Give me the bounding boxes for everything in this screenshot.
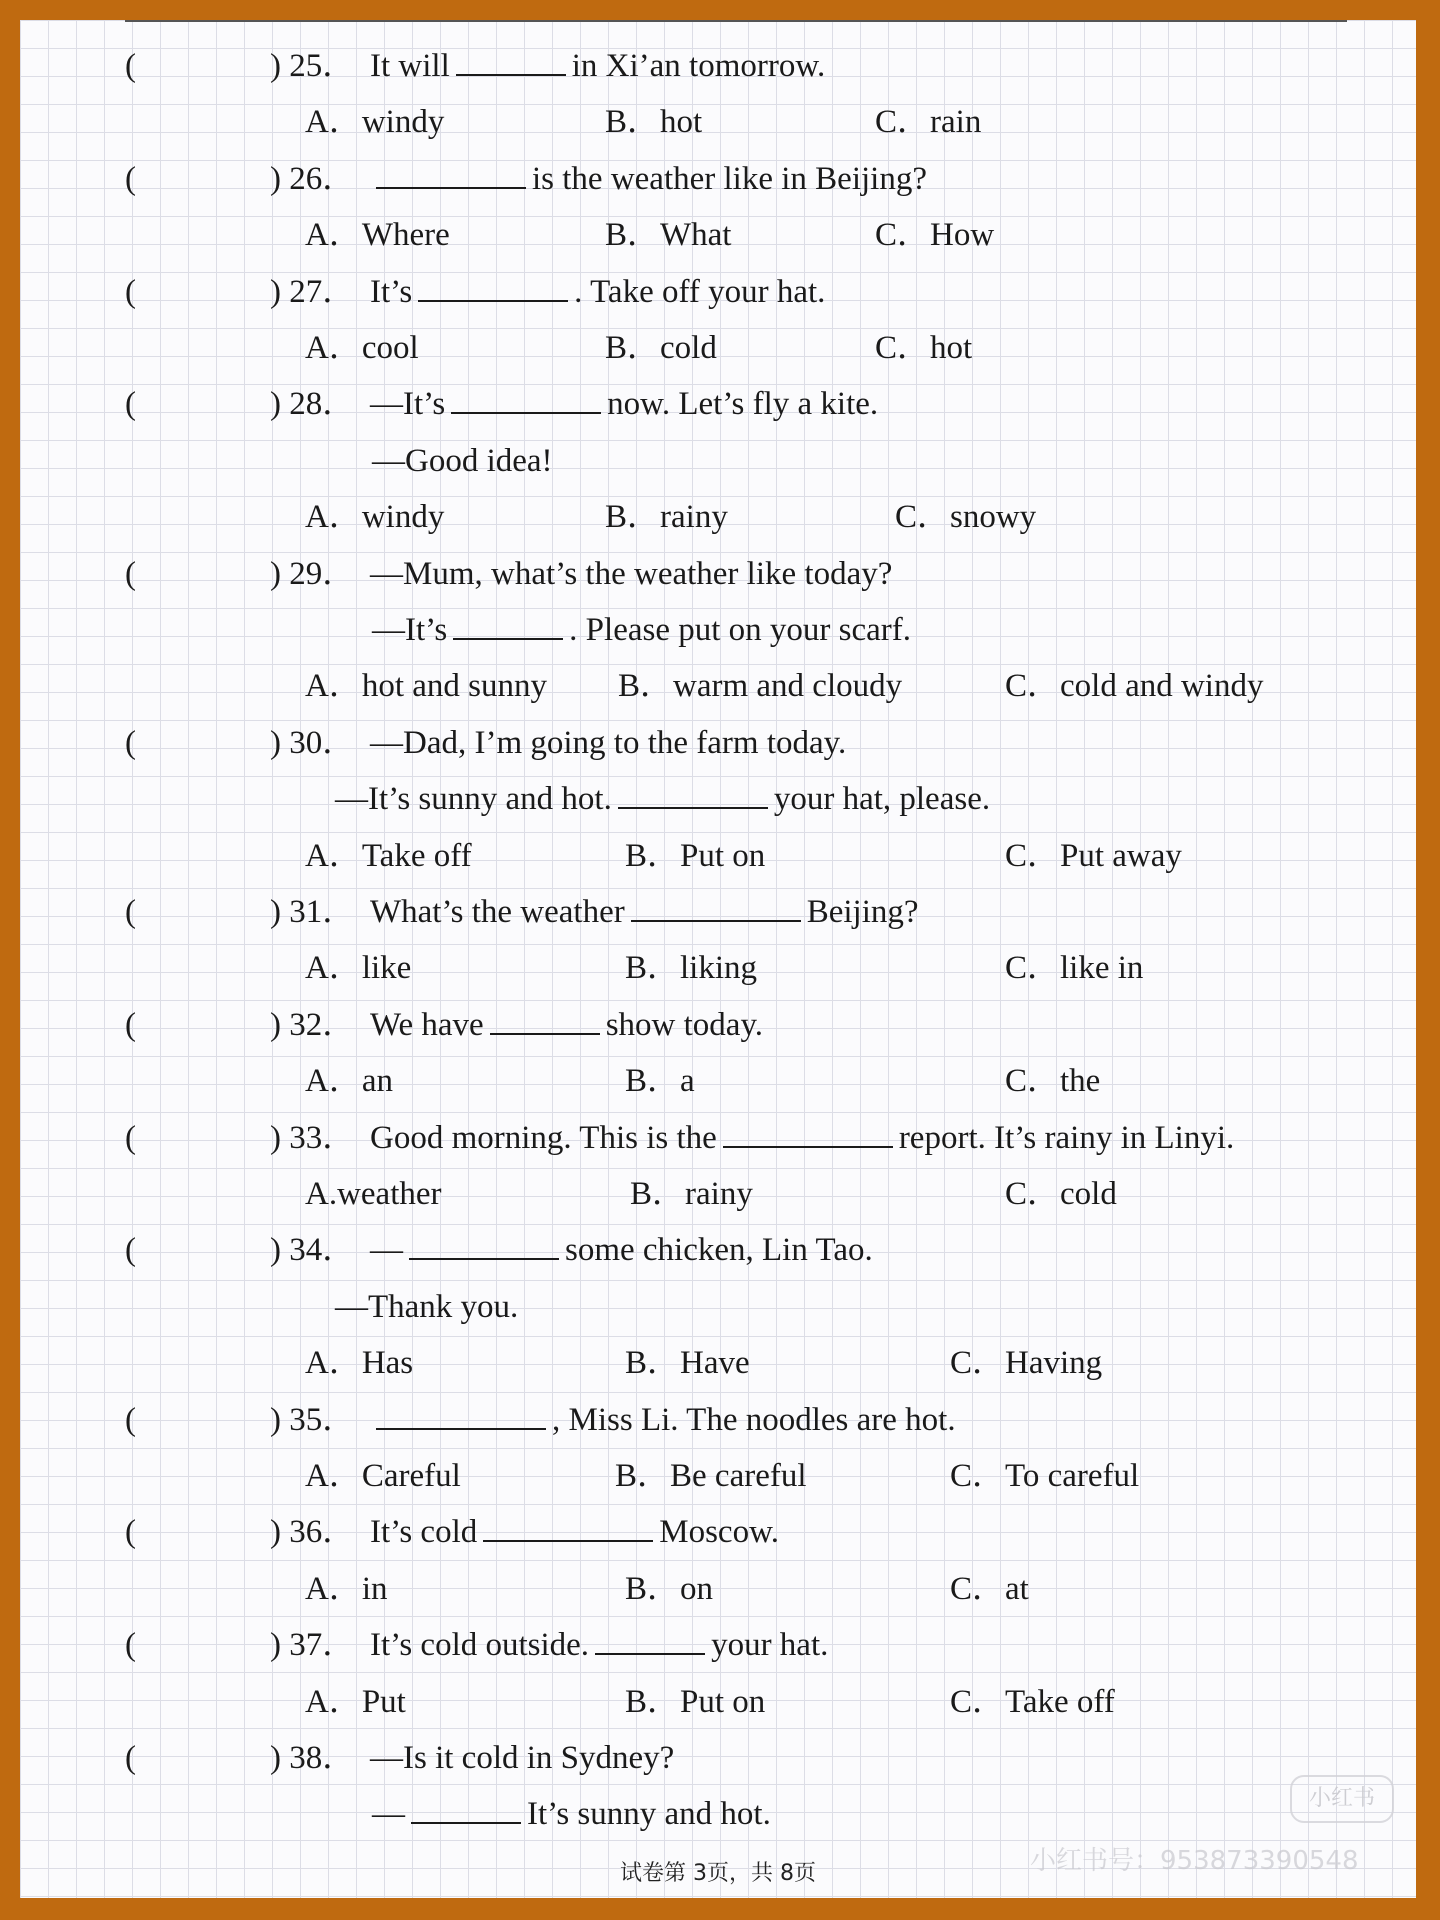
option-c[interactable]: C．rain <box>875 104 982 140</box>
stem-text: —It’s sunny and hot. <box>335 781 612 817</box>
stem-text: is the weather like in Beijing? <box>532 161 927 197</box>
question-stem <box>370 997 763 1053</box>
option-a[interactable]: A．windy <box>305 104 445 140</box>
top-rule <box>125 20 1347 22</box>
question-line <box>20 376 1416 432</box>
question-number: ) 30． <box>270 725 356 761</box>
stem-text: It’s <box>370 274 413 310</box>
stem-text: —Is it cold in Sydney? <box>370 1740 675 1776</box>
stem-text: —Dad, I’m going to the farm today. <box>370 725 847 761</box>
question-number: ) 36． <box>270 1514 356 1550</box>
question-line <box>20 1786 1416 1842</box>
stem-text: Beijing? <box>806 894 919 930</box>
stem-text: It’s cold outside. <box>370 1627 590 1663</box>
options-line <box>20 1561 1416 1617</box>
stem-text: , Miss Li. The noodles are hot. <box>552 1402 956 1438</box>
stem-text: —It’s <box>370 386 446 422</box>
question-number: ) 28． <box>270 386 356 422</box>
option-a[interactable]: A．windy <box>305 499 445 535</box>
question-stem <box>372 602 911 658</box>
answer-blank[interactable] <box>451 382 601 414</box>
question-line <box>20 1504 1416 1560</box>
question-line <box>20 602 1416 658</box>
options-line <box>20 207 1416 263</box>
stem-text: now. Let’s fly a kite. <box>607 386 879 422</box>
options-line <box>20 1053 1416 1109</box>
question-stem <box>370 264 825 320</box>
stem-text: — <box>372 1796 405 1832</box>
question-number: ) 38． <box>270 1740 356 1776</box>
option-b[interactable]: B．on <box>625 1571 714 1607</box>
option-c[interactable]: C．the <box>1005 1063 1101 1099</box>
stem-text: It’s cold <box>370 1514 478 1550</box>
options-line <box>20 1448 1416 1504</box>
option-b[interactable]: B．warm and cloudy <box>618 668 903 704</box>
option-c[interactable]: C．cold and windy <box>1005 668 1264 704</box>
answer-bracket-open: ( <box>125 386 136 422</box>
question-stem <box>370 884 919 940</box>
answer-blank[interactable] <box>409 1228 559 1260</box>
question-line <box>20 1110 1416 1166</box>
question-line <box>20 884 1416 940</box>
answer-blank[interactable] <box>723 1116 893 1148</box>
question-stem <box>370 376 878 432</box>
option-b[interactable]: B．hot <box>605 104 703 140</box>
option-b[interactable]: B．liking <box>625 950 758 986</box>
question-stem <box>370 1222 873 1278</box>
question-line <box>20 715 1416 771</box>
option-c[interactable]: C．snowy <box>895 499 1037 535</box>
stem-text: It will <box>370 48 450 84</box>
stem-text: some chicken, Lin Tao. <box>565 1232 873 1268</box>
question-stem <box>370 1617 828 1673</box>
answer-bracket-open: ( <box>125 1627 136 1663</box>
answer-bracket-open: ( <box>125 48 136 84</box>
stem-text: show today. <box>605 1007 764 1043</box>
option-c[interactable]: C．cold <box>1005 1176 1117 1212</box>
stem-text: — <box>370 1232 403 1268</box>
option-b[interactable]: B．Put on <box>625 838 766 874</box>
exam-page <box>20 20 1416 1898</box>
options-line <box>20 828 1416 884</box>
question-line <box>20 1392 1416 1448</box>
option-a[interactable]: A．Where <box>305 217 450 253</box>
answer-bracket-open: ( <box>125 1120 136 1156</box>
answer-bracket-open: ( <box>125 161 136 197</box>
option-a[interactable]: A．Has <box>305 1345 414 1381</box>
answer-bracket-open: ( <box>125 556 136 592</box>
answer-blank[interactable] <box>376 1398 546 1430</box>
question-stem <box>335 771 990 827</box>
answer-bracket-open: ( <box>125 1232 136 1268</box>
stem-text: What’s the weather <box>370 894 625 930</box>
stem-text: Good morning. This is the <box>370 1120 717 1156</box>
options-line <box>20 489 1416 545</box>
answer-blank[interactable] <box>595 1623 705 1655</box>
answer-bracket-open: ( <box>125 274 136 310</box>
option-b[interactable]: B．rainy <box>605 499 728 535</box>
answer-blank[interactable] <box>376 157 526 189</box>
option-a[interactable]: A.weather <box>305 1176 442 1212</box>
stem-text: —It’s <box>372 612 448 648</box>
options-line <box>20 1674 1416 1730</box>
question-number: ) 32． <box>270 1007 356 1043</box>
watermark-text: 小红书号：953873390548 <box>1030 1846 1359 1876</box>
watermark-logo: 小红书 <box>1290 1775 1394 1823</box>
answer-bracket-open: ( <box>125 725 136 761</box>
question-line <box>20 546 1416 602</box>
option-b[interactable]: B．a <box>625 1063 695 1099</box>
question-line <box>20 771 1416 827</box>
question-line <box>20 38 1416 94</box>
stem-text: It’s sunny and hot. <box>527 1796 771 1832</box>
stem-text: . Take off your hat. <box>574 274 826 310</box>
question-line <box>20 997 1416 1053</box>
options-line <box>20 658 1416 714</box>
stem-text: —Thank you. <box>335 1289 519 1325</box>
answer-blank[interactable] <box>456 44 566 76</box>
option-b[interactable]: B．Have <box>625 1345 750 1381</box>
question-line <box>20 151 1416 207</box>
stem-text: report. It’s rainy in Linyi. <box>898 1120 1235 1156</box>
option-c[interactable]: C．Put away <box>1005 838 1182 874</box>
stem-text: We have <box>370 1007 484 1043</box>
question-stem <box>370 715 846 771</box>
option-c[interactable]: C．Take off <box>950 1684 1115 1720</box>
question-number: ) 34． <box>270 1232 356 1268</box>
question-line <box>20 264 1416 320</box>
stem-text: in Xi’an tomorrow. <box>571 48 826 84</box>
options-line <box>20 94 1416 150</box>
answer-bracket-open: ( <box>125 1007 136 1043</box>
stem-text: . Please put on your scarf. <box>569 612 911 648</box>
option-c[interactable]: C．like in <box>1005 950 1144 986</box>
question-stem <box>370 1504 779 1560</box>
question-stem <box>370 38 825 94</box>
answer-blank[interactable] <box>490 1003 600 1035</box>
option-b[interactable]: B．Be careful <box>615 1458 807 1494</box>
answer-blank[interactable] <box>453 608 563 640</box>
question-line <box>20 1222 1416 1278</box>
answer-bracket-open: ( <box>125 894 136 930</box>
page-footer: 试卷第 3页，共 8页 <box>620 1861 816 1886</box>
answer-bracket-open: ( <box>125 1514 136 1550</box>
question-number: ) 26． <box>270 161 356 197</box>
question-stem <box>370 1110 1234 1166</box>
option-b[interactable]: B．What <box>605 217 732 253</box>
option-c[interactable]: C．at <box>950 1571 1029 1607</box>
question-line <box>20 1617 1416 1673</box>
stem-text: Moscow. <box>659 1514 780 1550</box>
question-number: ) 27． <box>270 274 356 310</box>
option-c[interactable]: C．hot <box>875 330 973 366</box>
question-stem <box>370 1730 674 1786</box>
options-line <box>20 940 1416 996</box>
question-line <box>20 433 1416 489</box>
question-number: ) 37． <box>270 1627 356 1663</box>
option-a[interactable]: A．an <box>305 1063 393 1099</box>
option-a[interactable]: A．Put <box>305 1684 406 1720</box>
option-a[interactable]: A．hot and sunny <box>305 668 547 704</box>
question-number: ) 25． <box>270 48 356 84</box>
options-line <box>20 1335 1416 1391</box>
question-line <box>20 1730 1416 1786</box>
options-line <box>20 1166 1416 1222</box>
question-number: ) 31． <box>270 894 356 930</box>
option-b[interactable]: B．cold <box>605 330 717 366</box>
option-a[interactable]: A．Careful <box>305 1458 461 1494</box>
question-stem <box>370 151 927 207</box>
stem-text: —Good idea! <box>372 443 553 479</box>
option-a[interactable]: A．like <box>305 950 412 986</box>
answer-blank[interactable] <box>411 1792 521 1824</box>
question-number: ) 33． <box>270 1120 356 1156</box>
option-b[interactable]: B．Put on <box>625 1684 766 1720</box>
option-a[interactable]: A．Take off <box>305 838 472 874</box>
question-stem <box>335 1279 518 1335</box>
answer-blank[interactable] <box>418 270 568 302</box>
question-line <box>20 1279 1416 1335</box>
options-line <box>20 320 1416 376</box>
stem-text: your hat, please. <box>773 781 991 817</box>
option-c[interactable]: C．To careful <box>950 1458 1140 1494</box>
answer-bracket-open: ( <box>125 1740 136 1776</box>
stem-text: —Mum, what’s the weather like today? <box>370 556 893 592</box>
option-a[interactable]: A．in <box>305 1571 388 1607</box>
option-b[interactable]: B．rainy <box>630 1176 753 1212</box>
stem-text: your hat. <box>711 1627 829 1663</box>
question-number: ) 29． <box>270 556 356 592</box>
answer-blank[interactable] <box>618 777 768 809</box>
question-stem <box>372 433 553 489</box>
question-number: ) 35． <box>270 1402 356 1438</box>
question-stem <box>372 1786 771 1842</box>
option-c[interactable]: C．Having <box>950 1345 1103 1381</box>
answer-bracket-open: ( <box>125 1402 136 1438</box>
answer-blank[interactable] <box>631 890 801 922</box>
question-stem <box>370 1392 956 1448</box>
option-c[interactable]: C．How <box>875 217 995 253</box>
question-stem <box>370 546 892 602</box>
option-a[interactable]: A．cool <box>305 330 419 366</box>
answer-blank[interactable] <box>483 1510 653 1542</box>
